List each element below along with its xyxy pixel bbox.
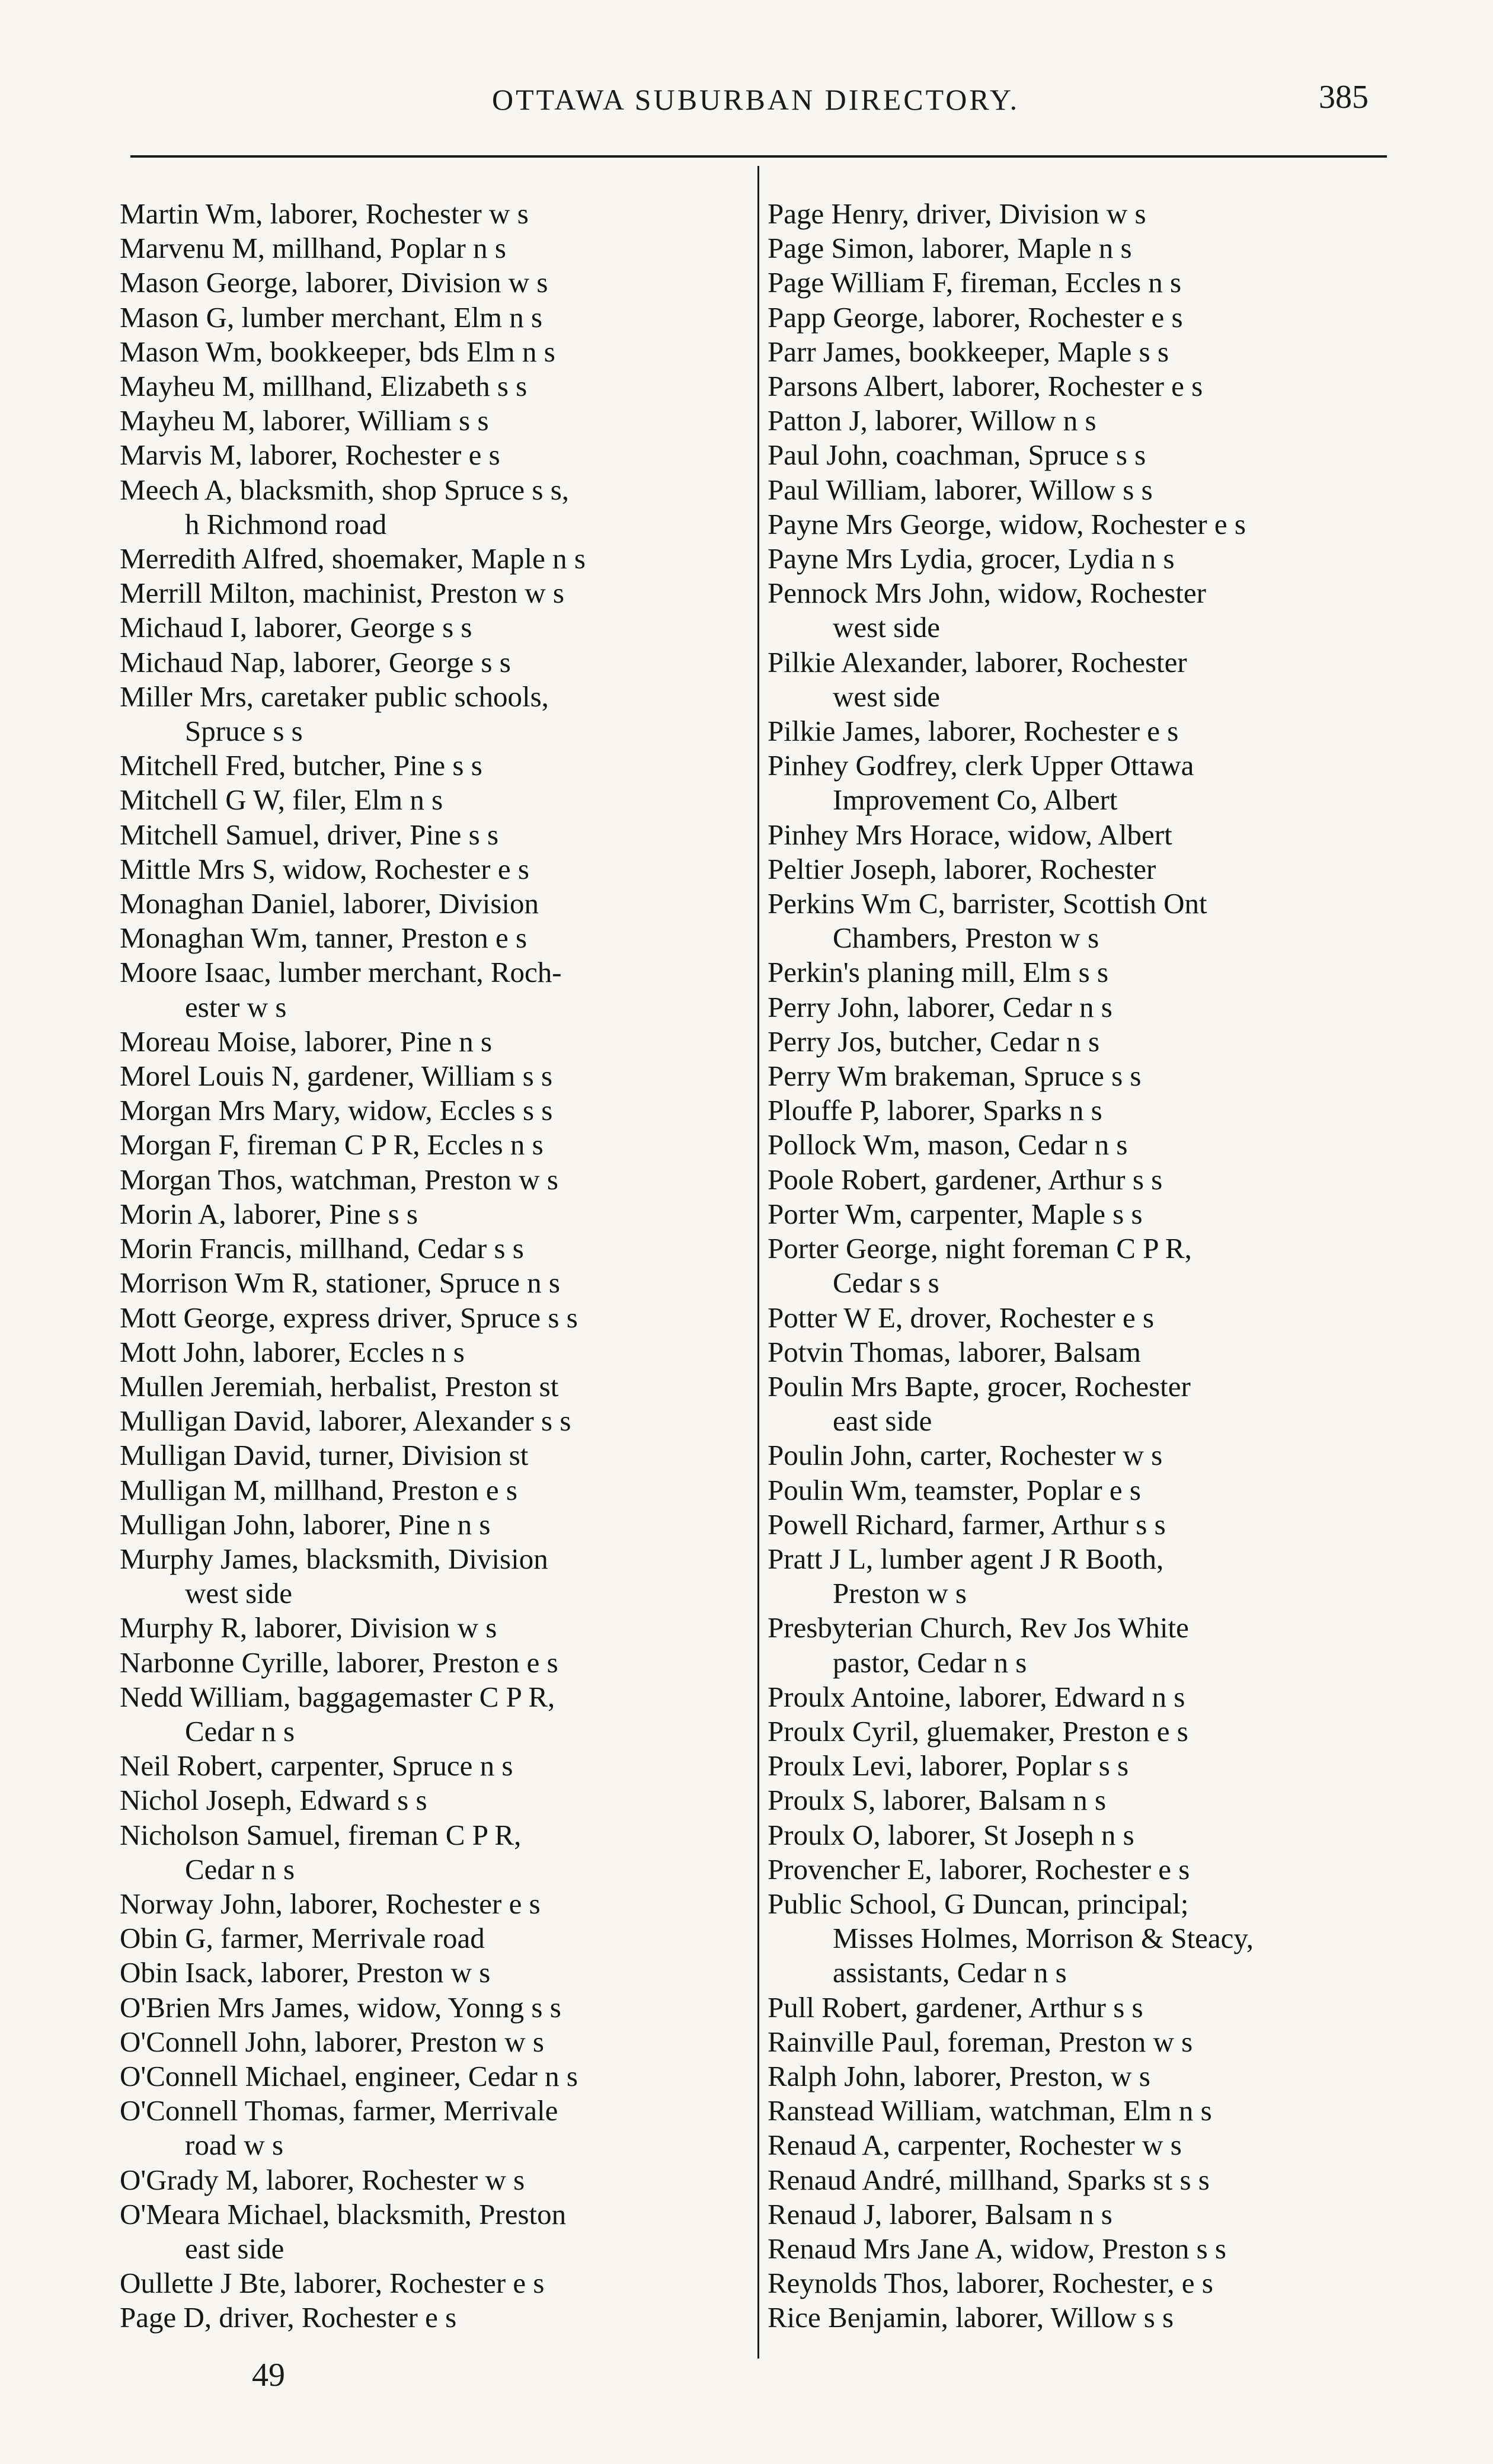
directory-entry	[768, 438, 1396, 472]
entry-continuation: assistants, Cedar n s	[833, 1956, 1067, 1989]
directory-entry	[768, 197, 1396, 231]
directory-entry	[120, 404, 745, 438]
entry-text: Proulx Antoine, laborer, Edward n s	[768, 1680, 1185, 1713]
entry-continuation: west side	[833, 680, 940, 713]
entry-text: Paul William, laborer, Willow s s	[768, 473, 1153, 506]
page-title: OTTAWA SUBURBAN DIRECTORY.	[492, 83, 1020, 116]
directory-entry	[120, 197, 745, 231]
directory-entry	[768, 2197, 1396, 2232]
entry-text: Peltier Joseph, laborer, Rochester	[768, 852, 1156, 885]
directory-entry	[120, 1680, 745, 1749]
entry-text: Poulin Wm, teamster, Poplar e s	[768, 1473, 1141, 1506]
entry-text: Plouffe P, laborer, Sparks n s	[768, 1094, 1102, 1127]
left-column	[120, 197, 745, 2335]
entry-continuation: west side	[185, 1577, 292, 1610]
directory-entry	[120, 1335, 745, 1369]
directory-entry	[120, 2059, 745, 2094]
entry-text: Monaghan Daniel, laborer, Division	[120, 887, 539, 920]
directory-entry	[768, 1818, 1396, 1852]
entry-text: Poulin John, carter, Rochester w s	[768, 1439, 1163, 1472]
entry-text: Meech A, blacksmith, shop Spruce s s,	[120, 473, 570, 506]
entry-text: Mayheu M, millhand, Elizabeth s s	[120, 370, 527, 403]
directory-entry	[768, 1197, 1396, 1231]
entry-text: Powell Richard, farmer, Arthur s s	[768, 1508, 1166, 1541]
entry-text: Obin G, farmer, Merrivale road	[120, 1922, 485, 1955]
directory-entry	[120, 1301, 745, 1335]
directory-entry	[120, 2025, 745, 2059]
directory-entry	[768, 2300, 1396, 2335]
directory-entry	[120, 542, 745, 576]
entry-text: Moreau Moise, laborer, Pine n s	[120, 1025, 493, 1058]
entry-text: Mulligan David, turner, Division st	[120, 1439, 529, 1472]
directory-entry	[768, 887, 1396, 955]
entry-continuation: Cedar s s	[833, 1266, 939, 1300]
entry-continuation: Cedar n s	[185, 1714, 295, 1748]
entry-text: Rainville Paul, foreman, Preston w s	[768, 2025, 1193, 2058]
entry-text: Narbonne Cyrille, laborer, Preston e s	[120, 1646, 558, 1679]
signature-mark: 49	[252, 2357, 285, 2393]
running-head	[0, 79, 1493, 129]
entry-continuation: pastor, Cedar n s	[833, 1646, 1027, 1679]
directory-entry	[768, 852, 1396, 887]
directory-entry	[768, 335, 1396, 369]
directory-entry	[768, 1611, 1396, 1679]
entry-text: Mott John, laborer, Eccles n s	[120, 1335, 465, 1368]
directory-entry	[768, 1301, 1396, 1335]
directory-entry	[768, 645, 1396, 714]
directory-entry	[120, 852, 745, 887]
directory-entry	[768, 1335, 1396, 1369]
entry-text: Pratt J L, lumber agent J R Booth,	[768, 1542, 1164, 1575]
entry-continuation: Improvement Co, Albert	[833, 783, 1118, 817]
directory-entry	[120, 1025, 745, 1059]
entry-text: Paul John, coachman, Spruce s s	[768, 439, 1146, 472]
entry-text: Mott George, express driver, Spruce s s	[120, 1301, 578, 1334]
entry-text: Papp George, laborer, Rochester e s	[768, 300, 1183, 334]
directory-entry	[768, 542, 1396, 576]
directory-entry	[120, 1404, 745, 1438]
directory-entry	[120, 1749, 745, 1783]
entry-text: Provencher E, laborer, Rochester e s	[768, 1852, 1190, 1886]
directory-entry	[768, 1369, 1396, 1438]
entry-text: Pilkie Alexander, laborer, Rochester	[768, 645, 1187, 679]
entry-continuation: west side	[833, 611, 940, 644]
directory-entry	[120, 1093, 745, 1128]
entry-text: Page Simon, laborer, Maple n s	[768, 232, 1132, 265]
directory-entry	[120, 1646, 745, 1680]
directory-entry	[120, 300, 745, 335]
directory-entry	[768, 955, 1396, 990]
entry-text: Page William F, fireman, Eccles n s	[768, 266, 1182, 299]
entry-text: Mulligan David, laborer, Alexander s s	[120, 1404, 571, 1438]
entry-text: Patton J, laborer, Willow n s	[768, 404, 1096, 437]
directory-entry	[120, 2266, 745, 2300]
entry-continuation: ester w s	[185, 990, 287, 1023]
directory-entry	[120, 1508, 745, 1542]
directory-entry	[120, 783, 745, 817]
entry-text: O'Connell Thomas, farmer, Merrivale	[120, 2094, 558, 2127]
directory-entry	[768, 2025, 1396, 2059]
directory-entry	[768, 1093, 1396, 1128]
directory-entry	[768, 2232, 1396, 2266]
directory-entry	[120, 1818, 745, 1887]
entry-text: Payne Mrs Lydia, grocer, Lydia n s	[768, 542, 1175, 575]
entry-text: Mitchell Fred, butcher, Pine s s	[120, 749, 482, 782]
entry-text: Perry Jos, butcher, Cedar n s	[768, 1025, 1100, 1058]
entry-text: O'Connell Michael, engineer, Cedar n s	[120, 2059, 578, 2092]
entry-text: Mitchell Samuel, driver, Pine s s	[120, 818, 499, 851]
entry-text: O'Brien Mrs James, widow, Yonng s s	[120, 1991, 561, 2024]
directory-entry	[120, 921, 745, 955]
directory-entry	[120, 1163, 745, 1197]
directory-entry	[768, 1128, 1396, 1162]
directory-entry	[120, 438, 745, 472]
entry-text: Mayheu M, laborer, William s s	[120, 404, 489, 437]
directory-entry	[120, 748, 745, 783]
entry-text: Michaud Nap, laborer, George s s	[120, 645, 511, 679]
entry-text: O'Connell John, laborer, Preston w s	[120, 2025, 544, 2058]
entry-continuation: Misses Holmes, Morrison & Steacy,	[833, 1922, 1254, 1955]
directory-entry	[768, 369, 1396, 404]
entry-text: Ralph John, laborer, Preston, w s	[768, 2059, 1150, 2092]
directory-entry	[768, 2128, 1396, 2162]
directory-entry	[768, 1059, 1396, 1093]
directory-entry	[768, 576, 1396, 645]
entry-text: Michaud I, laborer, George s s	[120, 611, 472, 644]
directory-entry	[768, 1680, 1396, 1714]
entry-text: Perry John, laborer, Cedar n s	[768, 990, 1112, 1023]
directory-entry	[768, 473, 1396, 507]
directory-entry	[768, 1025, 1396, 1059]
entry-text: Pennock Mrs John, widow, Rochester	[768, 577, 1206, 610]
entry-continuation: Preston w s	[833, 1577, 967, 1610]
directory-entry	[120, 2163, 745, 2197]
entry-text: Neil Robert, carpenter, Spruce n s	[120, 1749, 513, 1783]
directory-entry	[120, 1438, 745, 1473]
directory-entry	[768, 714, 1396, 748]
directory-entry	[768, 1508, 1396, 1542]
directory-entry	[120, 1128, 745, 1162]
entry-continuation: east side	[833, 1404, 932, 1438]
entry-text: Ranstead William, watchman, Elm n s	[768, 2094, 1212, 2127]
directory-entry	[120, 369, 745, 404]
entry-text: Rice Benjamin, laborer, Willow s s	[768, 2301, 1174, 2334]
entry-text: Nichol Joseph, Edward s s	[120, 1784, 427, 1817]
entry-text: Mitchell G W, filer, Elm n s	[120, 783, 443, 817]
entry-text: Mulligan M, millhand, Preston e s	[120, 1473, 517, 1506]
entry-text: Payne Mrs George, widow, Rochester e s	[768, 507, 1246, 540]
entry-text: Mason George, laborer, Division w s	[120, 266, 548, 299]
directory-entry	[120, 610, 745, 645]
entry-text: Monaghan Wm, tanner, Preston e s	[120, 921, 527, 955]
directory-entry	[768, 231, 1396, 265]
entry-text: Martin Wm, laborer, Rochester w s	[120, 197, 529, 230]
directory-entry	[120, 1611, 745, 1645]
directory-entry	[120, 1369, 745, 1404]
directory-entry	[120, 576, 745, 610]
entry-text: Presbyterian Church, Rev Jos White	[768, 1611, 1189, 1644]
entry-text: Morrison Wm R, stationer, Spruce n s	[120, 1266, 560, 1300]
directory-entry	[768, 2163, 1396, 2197]
entry-text: Morgan Thos, watchman, Preston w s	[120, 1163, 558, 1196]
directory-entry	[120, 1266, 745, 1300]
directory-entry	[768, 1163, 1396, 1197]
entry-continuation: Chambers, Preston w s	[833, 921, 1099, 955]
entry-text: Perkins Wm C, barrister, Scottish Ont	[768, 887, 1207, 920]
entry-continuation: Spruce s s	[185, 715, 303, 748]
entry-continuation: Cedar n s	[185, 1852, 295, 1886]
directory-entry	[120, 1783, 745, 1817]
entry-text: Mittle Mrs S, widow, Rochester e s	[120, 852, 529, 885]
entry-text: Mulligan John, laborer, Pine n s	[120, 1508, 491, 1541]
entry-text: Nedd William, baggagemaster C P R,	[120, 1680, 555, 1713]
directory-entry	[768, 1887, 1396, 1991]
directory-entry	[768, 2059, 1396, 2094]
directory-entry	[120, 1231, 745, 1266]
entry-text: Potvin Thomas, laborer, Balsam	[768, 1335, 1141, 1368]
entry-text: Oullette J Bte, laborer, Rochester e s	[120, 2267, 545, 2300]
directory-entry	[120, 2197, 745, 2266]
right-column	[768, 197, 1396, 2335]
directory-entry	[768, 1783, 1396, 1817]
directory-entry	[120, 1956, 745, 1990]
column-divider	[757, 166, 759, 2359]
directory-entry	[768, 1991, 1396, 2025]
entry-text: Page Henry, driver, Division w s	[768, 197, 1146, 230]
entry-text: Morin A, laborer, Pine s s	[120, 1197, 418, 1230]
directory-entry	[768, 818, 1396, 852]
directory-entry	[768, 2094, 1396, 2128]
directory-entry	[120, 1991, 745, 2025]
directory-entry	[120, 645, 745, 680]
directory-entry	[120, 2094, 745, 2162]
entry-text: Pinhey Godfrey, clerk Upper Ottawa	[768, 749, 1194, 782]
header-rule	[130, 155, 1387, 158]
directory-entry	[768, 265, 1396, 300]
entry-text: Parr James, bookkeeper, Maple s s	[768, 335, 1169, 368]
entry-text: Murphy R, laborer, Division w s	[120, 1611, 497, 1644]
entry-text: O'Grady M, laborer, Rochester w s	[120, 2163, 525, 2196]
entry-text: Proulx S, laborer, Balsam n s	[768, 1784, 1107, 1817]
directory-entry	[768, 507, 1396, 542]
directory-entry	[120, 1197, 745, 1231]
entry-text: Poulin Mrs Bapte, grocer, Rochester	[768, 1369, 1191, 1403]
entry-text: Reynolds Thos, laborer, Rochester, e s	[768, 2267, 1213, 2300]
entry-text: Poole Robert, gardener, Arthur s s	[768, 1163, 1163, 1196]
entry-text: Parsons Albert, laborer, Rochester e s	[768, 370, 1203, 403]
directory-entry	[768, 748, 1396, 817]
entry-text: Nicholson Samuel, fireman C P R,	[120, 1818, 522, 1851]
directory-entry	[768, 1749, 1396, 1783]
directory-entry	[120, 680, 745, 748]
directory-entry	[120, 818, 745, 852]
entry-text: Pull Robert, gardener, Arthur s s	[768, 1991, 1143, 2024]
directory-entry	[768, 1542, 1396, 1611]
entry-text: Renaud Mrs Jane A, widow, Preston s s	[768, 2232, 1226, 2265]
directory-entry	[120, 335, 745, 369]
directory-entry	[120, 473, 745, 542]
entry-text: Proulx Levi, laborer, Poplar s s	[768, 1749, 1129, 1783]
entry-text: Page D, driver, Rochester e s	[120, 2301, 457, 2334]
entry-text: Marvis M, laborer, Rochester e s	[120, 439, 500, 472]
entry-text: Marvenu M, millhand, Poplar n s	[120, 232, 506, 265]
directory-entry	[120, 2300, 745, 2335]
entry-text: Mason G, lumber merchant, Elm n s	[120, 300, 543, 334]
directory-entry	[120, 955, 745, 1024]
entry-continuation: h Richmond road	[185, 507, 387, 540]
directory-entry	[120, 265, 745, 300]
directory-entry	[768, 1438, 1396, 1473]
entry-text: Mullen Jeremiah, herbalist, Preston st	[120, 1369, 559, 1403]
directory-entry	[120, 1921, 745, 1956]
directory-entry	[768, 2266, 1396, 2300]
entry-text: Miller Mrs, caretaker public schools,	[120, 680, 549, 713]
entry-text: Pilkie James, laborer, Rochester e s	[768, 715, 1179, 748]
entry-text: Renaud A, carpenter, Rochester w s	[768, 2129, 1182, 2162]
entry-text: Morel Louis N, gardener, William s s	[120, 1060, 553, 1093]
entry-text: Proulx Cyril, gluemaker, Preston e s	[768, 1714, 1188, 1748]
entry-text: Renaud André, millhand, Sparks st s s	[768, 2163, 1210, 2196]
entry-text: Merredith Alfred, shoemaker, Maple n s	[120, 542, 586, 575]
entry-text: Public School, G Duncan, principal;	[768, 1887, 1189, 1920]
entry-text: Morin Francis, millhand, Cedar s s	[120, 1232, 524, 1265]
entry-continuation: road w s	[185, 2129, 284, 2162]
entry-text: Morgan F, fireman C P R, Eccles n s	[120, 1128, 544, 1161]
directory-entry	[120, 1473, 745, 1508]
entry-text: Pollock Wm, mason, Cedar n s	[768, 1128, 1128, 1161]
directory-entry	[768, 990, 1396, 1025]
entry-text: Porter George, night foreman C P R,	[768, 1232, 1192, 1265]
directory-entry	[120, 1887, 745, 1921]
entry-text: Obin Isack, laborer, Preston w s	[120, 1956, 491, 1989]
directory-entry	[768, 1231, 1396, 1300]
entry-text: Perry Wm brakeman, Spruce s s	[768, 1060, 1142, 1093]
directory-entry	[768, 404, 1396, 438]
entry-text: O'Meara Michael, blacksmith, Preston	[120, 2197, 567, 2231]
directory-entry	[768, 1714, 1396, 1749]
directory-entry	[768, 300, 1396, 335]
directory-entry	[120, 231, 745, 265]
directory-entry	[768, 1473, 1396, 1508]
entry-text: Pinhey Mrs Horace, widow, Albert	[768, 818, 1172, 851]
entry-text: Mason Wm, bookkeeper, bds Elm n s	[120, 335, 555, 368]
entry-text: Merrill Milton, machinist, Preston w s	[120, 577, 564, 610]
entry-text: Moore Isaac, lumber merchant, Roch-	[120, 956, 562, 989]
entry-text: Perkin's planing mill, Elm s s	[768, 956, 1109, 989]
entry-text: Renaud J, laborer, Balsam n s	[768, 2197, 1112, 2231]
entry-continuation: east side	[185, 2232, 284, 2265]
directory-entry	[768, 1852, 1396, 1887]
page-number: 385	[1319, 79, 1369, 116]
entry-text: Proulx O, laborer, St Joseph n s	[768, 1818, 1134, 1851]
entry-text: Potter W E, drover, Rochester e s	[768, 1301, 1155, 1334]
entry-text: Norway John, laborer, Rochester e s	[120, 1887, 541, 1920]
entry-text: Porter Wm, carpenter, Maple s s	[768, 1197, 1143, 1230]
entry-text: Morgan Mrs Mary, widow, Eccles s s	[120, 1094, 553, 1127]
entry-text: Murphy James, blacksmith, Division	[120, 1542, 548, 1575]
directory-entry	[120, 1542, 745, 1611]
directory-entry	[120, 1059, 745, 1093]
directory-entry	[120, 887, 745, 921]
